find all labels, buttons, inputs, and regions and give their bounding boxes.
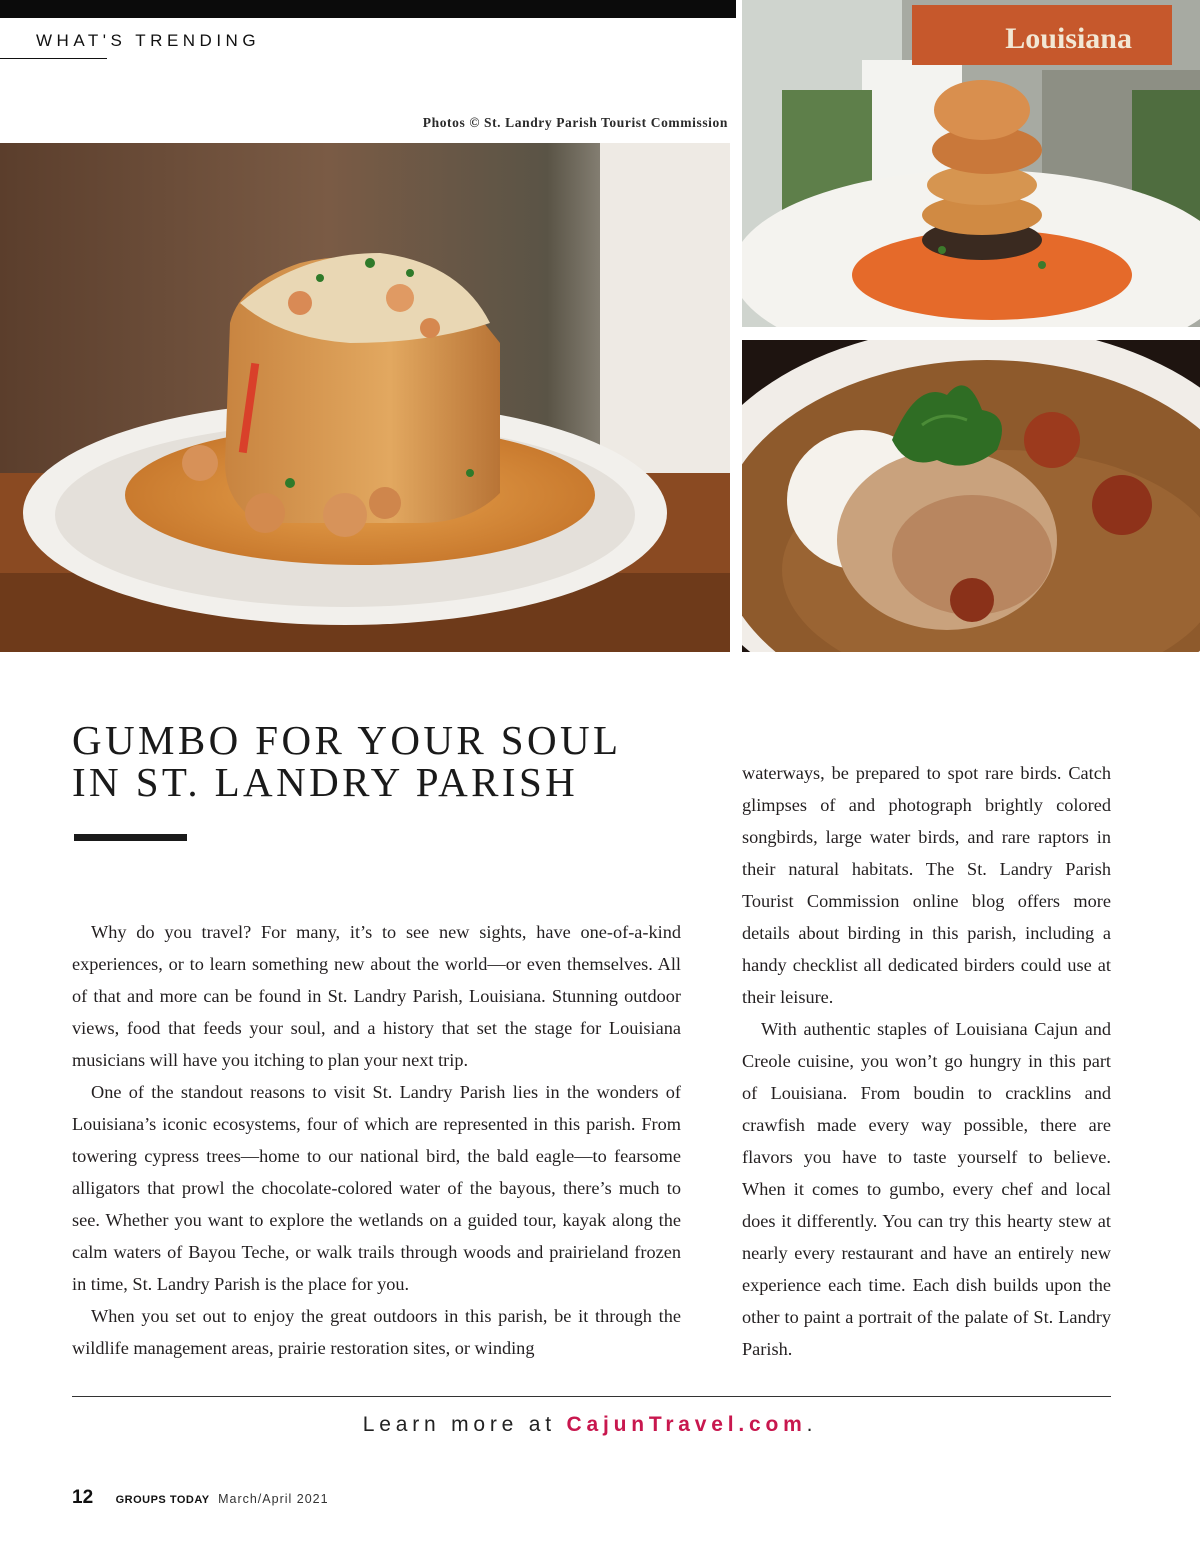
photo-gumbo-bowl	[742, 340, 1200, 652]
section-label: WHAT'S TRENDING	[36, 31, 261, 50]
photo-credit: Photos © St. Landry Parish Tourist Commission	[422, 115, 728, 130]
magazine-name: GROUPS TODAY	[115, 1494, 210, 1506]
section-underline	[0, 58, 107, 59]
issue-date: March/April 2021	[218, 1492, 329, 1506]
headline-accent-bar	[74, 834, 187, 841]
headline-line-1: GUMBO FOR YOUR SOUL	[72, 717, 622, 763]
headline-line-2: IN ST. LANDRY PARISH	[72, 759, 579, 805]
sign-text: Louisiana	[1005, 22, 1132, 55]
paragraph: waterways, be prepared to spot rare birds. Catch glimpses of and photograph brightly colored songbirds, large water birds, and rare raptors in their natural habitats. The St. Landry Parish Tourist Commission online blog offers more details about birding in this parish, including a handy checklist all dedicated birders could use at their leisure.	[742, 763, 1111, 1007]
paragraph: Why do you travel? For many, it’s to see new sights, have one-of-a-kind experiences, or to learn something new about the world—or even themselves. All of that and more can be found in St. Landry Parish, Louisiana. Stunning outdoor views, food that feeds your soul, and a history that set the stage for Louisiana musicians will have you itching to plan your next trip.	[72, 922, 681, 1070]
paragraph: With authentic staples of Louisiana Cajun and Creole cuisine, you won’t go hungry in this part of Louisiana. From boudin to cracklins and crawfish made every way possible, there are flavors you have to taste yourself to believe. When it comes to gumbo, every chef and local does it differently. You can try this hearty stew at nearly every restaurant and have an entirely new experience each time. Each dish builds upon the other to paint a portrait of the palate of St. Landry Parish.	[742, 1019, 1111, 1359]
learn-more-prefix: Learn more at	[362, 1413, 567, 1436]
article-column-right	[742, 757, 1111, 1365]
article-headline	[72, 719, 692, 803]
cajuntravel-link[interactable]: CajunTravel.com	[566, 1413, 807, 1436]
footer-divider	[72, 1396, 1111, 1397]
page-folio	[72, 1487, 329, 1509]
article-column-left	[72, 916, 681, 1364]
learn-more-line	[0, 1413, 1180, 1437]
photo-stuffed-bread-dish	[0, 143, 730, 652]
paragraph: One of the standout reasons to visit St. Landry Parish lies in the wonders of Louisiana’s iconic ecosystems, four of which are represented in this parish. From towering cypress trees—home to our national bird, the bald eagle—to fearsome alligators that prowl the chocolate-colored water of the bayous, there’s much to see. Whether you want to explore the wetlands on a guided tour, kayak along the calm waters of Bayou Teche, or walk trails through woods and prairieland frozen in time, St. Landry Parish is the place for you.	[72, 1082, 681, 1294]
paragraph: When you set out to enjoy the great outdoors in this parish, be it through the wildlife management areas, prairie restoration sites, or winding	[72, 1306, 681, 1358]
photo-fried-stack-dish	[742, 0, 1200, 327]
page-number: 12	[72, 1487, 94, 1508]
top-black-bar	[0, 0, 736, 18]
learn-more-suffix: .	[806, 1413, 818, 1436]
